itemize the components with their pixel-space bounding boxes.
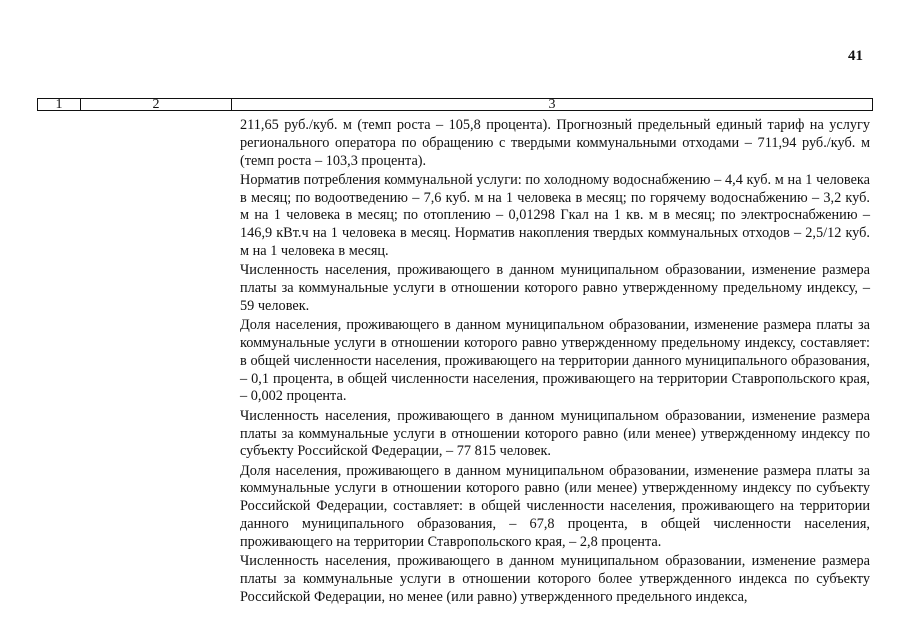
table-header-col-3: 3 <box>548 97 556 112</box>
table-header-col-1: 1 <box>38 99 81 110</box>
page-number: 41 <box>848 48 863 64</box>
paragraph-population-equal-limit: Численность населения, проживающего в данном муниципальном образовании, изменение размера платы за коммунальные услуги в отношении которого равно утвержденному предельному индексу, – 59 человек. <box>240 262 870 314</box>
paragraph-population-above-subject-index: Численность населения, проживающего в данном муниципальном образовании, изменение размера платы за коммунальные услуги в отношении которого более утвержденного индекса по субъекту Российской Федерации, но менее (или равно) утвержденного предельного индекса, <box>240 553 870 605</box>
paragraph-share-equal-limit: Доля населения, проживающего в данном муниципальном образовании, изменение размера платы за коммунальные услуги в отношении которого равно утвержденному предельному индексу, составляет: в общей численности населения, проживающего на территории данного муниципального образования, – 0,1 процента, в общей численности населения, проживающего на территории Ставропольского края, – 0,002 процента. <box>240 317 870 405</box>
table-header-row <box>37 98 873 111</box>
table-cell-col-3-content <box>240 117 870 608</box>
table-header-col-2: 2 <box>81 99 232 110</box>
paragraph-population-below-subject-index: Численность населения, проживающего в данном муниципальном образовании, изменение размера платы за коммунальные услуги в отношении которого равно (или менее) утвержденному индексу по субъекту Российской Федерации, – 77 815 человек. <box>240 407 870 460</box>
paragraph-share-below-subject-index: Доля населения, проживающего в данном муниципальном образовании, изменение размера платы за коммунальные услуги в отношении которого равно (или менее) утвержденному индексу по субъекту Российской Федерации, составляет: в общей численности населения, проживающего на территории данного муниципального образования, – 67,8 процента, в общей численности населения, проживающего на территории Ставропольского края, – 2,8 процента. <box>240 462 870 550</box>
paragraph-consumption-norms: Норматив потребления коммунальной услуги: по холодному водоснабжению – 4,4 куб. м на 1 человека в месяц; по водоотведению – 7,6 куб. м на 1 человека в месяц; по горячему водоснабжению – 3,2 куб. м на 1 человека в месяц; по отоплению – 0,01298 Гкал на 1 кв. м в месяц; по электроснабжению – 146,9 кВт.ч на 1 человека в месяц. Норматив накопления твердых коммунальных отходов – 2,5/12 куб. м на 1 человека в месяц. <box>240 171 870 260</box>
paragraph-tariff-continuation: 211,65 руб./куб. м (темп роста – 105,8 процента). Прогнозный предельный единый тариф на услугу регионального оператора по обращению с твердыми коммунальными отходами – 711,94 руб./куб. м (темп роста – 103,3 процента). <box>240 117 870 169</box>
